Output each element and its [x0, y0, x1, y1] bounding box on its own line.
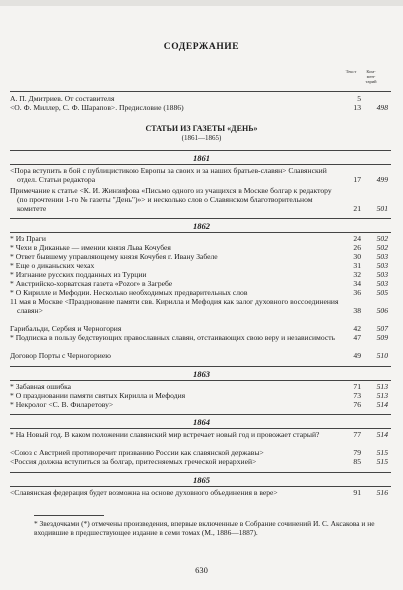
toc-entry-title: <Союз с Австрией противоречит призванию России как славянской державы>: [10, 448, 264, 457]
toc-entry-commentary-page: 505: [376, 288, 388, 297]
toc-entry: [10, 457, 391, 466]
toc-entry-page: 21: [353, 204, 361, 214]
toc-entry: [10, 351, 391, 360]
column-header-text: Текст: [345, 69, 357, 74]
divider: [10, 380, 391, 381]
toc-entry-page: 24: [353, 234, 361, 243]
divider: [10, 232, 391, 233]
column-header-commentary-line: мен-: [366, 74, 376, 79]
toc-entry-title: <Пора вступить в бой с публицистикою Европы за своих и за наших братьев-славян> Славянский отдел. Статьи редактора: [10, 166, 327, 185]
toc-entry-commentary-page: 513: [376, 382, 388, 391]
toc-entry-page: 76: [353, 400, 361, 409]
toc-entry-title: * Забавная ошибка: [10, 382, 72, 391]
toc-entry-title: * О Кирилле и Мефодии. Несколько необходимых предварительных слов: [10, 288, 248, 297]
toc-entry-title: А. П. Дмитриев. От составителя: [10, 94, 115, 103]
toc-entry-page: 31: [353, 261, 361, 270]
toc-entry: [10, 400, 391, 409]
toc-entry-page: 34: [353, 279, 361, 288]
divider: [10, 150, 391, 151]
toc-entry: [10, 279, 391, 288]
year-heading-1865: 1865: [193, 475, 210, 485]
toc-entry-commentary-page: 502: [376, 234, 388, 243]
column-header-commentary: [361, 69, 381, 84]
toc-entry-title: Примечание к статье <К. И. Жинзифова «Письмо одного из учащихся в Москве болгар к редактору (по прочтении 1-го № газеты "День")»> и несколько слов о Славянском благотворительном комитете: [10, 186, 332, 214]
toc-entry-title: * На Новый год. В каком положении славянский мир встречает новый год и провожает старый?: [10, 430, 320, 439]
divider: [10, 486, 391, 487]
toc-entry-commentary-page: 503: [376, 279, 388, 288]
toc-entry-page: 5: [357, 94, 361, 103]
toc-entry-commentary-page: 503: [376, 252, 388, 261]
toc-entry-commentary-page: 502: [376, 243, 388, 252]
toc-entry: [10, 297, 391, 315]
toc-entry-commentary-page: 509: [376, 333, 388, 342]
toc-entry-page: 13: [353, 103, 361, 112]
toc-entry-title: * Чехи в Диканьке — имении князя Льва Кочубея: [10, 243, 171, 252]
toc-entry-commentary-page: 506: [376, 306, 388, 316]
toc-entry-page: 47: [353, 333, 361, 342]
toc-entry-page: 73: [353, 391, 361, 400]
toc-entry: [10, 243, 391, 252]
toc-entry-title: * Из Праги: [10, 234, 46, 243]
footnote-separator: [34, 515, 104, 516]
toc-entry-commentary-page: 514: [376, 400, 388, 409]
toc-entry: [10, 448, 391, 457]
toc-entry: [10, 324, 391, 333]
toc-entry-page: 42: [353, 324, 361, 333]
toc-entry-page: 71: [353, 382, 361, 391]
column-header-commentary-line: тарий: [365, 79, 377, 84]
toc-entry-title: <Славянская федерация будет возможна на основе духовного объединения в вере>: [10, 488, 278, 497]
year-heading-1863: 1863: [193, 369, 210, 379]
column-header-commentary-line: Ком-: [366, 69, 376, 74]
footnote: * Звездочками (*) отмечены произведения, впервые включенные в Собрание сочинений И. С. Аксакова и не входившие в предшествующее издание в семи томах (М., 1886—1887).: [34, 519, 375, 538]
toc-entry-title: Гарибальди, Сербия и Черногория: [10, 324, 122, 333]
toc-entry-commentary-page: 510: [376, 351, 388, 360]
toc-entry: [10, 252, 391, 261]
toc-entry-page: 38: [353, 306, 361, 316]
toc-entry-title: <О. Ф. Миллер, С. Ф. Шарапов>. Предисловие (1886): [10, 103, 184, 112]
toc-entry-page: 36: [353, 288, 361, 297]
toc-entry-page: 79: [353, 448, 361, 457]
scan-top-edge: [0, 0, 403, 6]
toc-entry-title: * Изгнание русских подданных из Турции: [10, 270, 147, 279]
divider: [10, 218, 391, 219]
toc-entry-page: 26: [353, 243, 361, 252]
toc-entry: [10, 430, 391, 439]
toc-entry-page: 49: [353, 351, 361, 360]
toc-entry-commentary-page: 503: [376, 261, 388, 270]
toc-entry-commentary-page: 514: [376, 430, 388, 439]
toc-entry: [10, 94, 391, 103]
toc-entry-title: 11 мая в Москве <Празднование памяти свв. Кирилла и Мефодия как залог духовного воссоединения славян>: [10, 297, 339, 316]
year-heading-1861: 1861: [193, 153, 210, 163]
divider: [10, 164, 391, 165]
toc-entry-page: 32: [353, 270, 361, 279]
toc-entry-commentary-page: 501: [376, 204, 388, 214]
toc-entry: [10, 382, 391, 391]
toc-entry-commentary-page: 507: [376, 324, 388, 333]
toc-entry: [10, 166, 391, 184]
divider: [10, 366, 391, 367]
toc-entry-title: * Некролог <С. В. Филаретову>: [10, 400, 114, 409]
toc-entry-page: 17: [353, 175, 361, 185]
toc-entry-title: * Еще о диканьских чехах: [10, 261, 95, 270]
toc-entry-page: 30: [353, 252, 361, 261]
divider: [10, 414, 391, 415]
year-heading-1864: 1864: [193, 417, 210, 427]
section-title: СТАТЬИ ИЗ ГАЗЕТЫ «ДЕНЬ»: [145, 124, 258, 133]
toc-entry-commentary-page: 515: [376, 448, 388, 457]
toc-entry: [10, 103, 391, 112]
page-number: 630: [195, 565, 208, 575]
toc-entry-page: 91: [353, 488, 361, 497]
year-heading-1862: 1862: [193, 221, 210, 231]
toc-entry-commentary-page: 503: [376, 270, 388, 279]
toc-entry-commentary-page: 513: [376, 391, 388, 400]
toc-entry-commentary-page: 515: [376, 457, 388, 466]
toc-entry: [10, 270, 391, 279]
section-years: (1861—1865): [181, 134, 222, 142]
toc-entry: [10, 288, 391, 297]
page-title: СОДЕРЖАНИЕ: [163, 42, 240, 52]
toc-entry-page: 77: [353, 430, 361, 439]
section-heading: [0, 124, 403, 142]
divider: [10, 428, 391, 429]
toc-entry: [10, 488, 391, 497]
toc-entry-page: 85: [353, 457, 361, 466]
toc-entry-commentary-page: 499: [376, 175, 388, 185]
toc-entry-commentary-page: 498: [376, 103, 388, 112]
toc-entry-commentary-page: 516: [376, 488, 388, 497]
divider: [10, 472, 391, 473]
toc-entry: [10, 333, 391, 342]
toc-entry-title: Договор Порты с Черногориею: [10, 351, 111, 360]
toc-entry: [10, 391, 391, 400]
toc-entry-title: * Подписка в пользу бедствующих православных славян, отстаивающих свою веру и независимость: [10, 333, 336, 342]
toc-entry-title: <Россия должна вступиться за болгар, притесняемых греческой иерархией>: [10, 457, 257, 466]
divider: [10, 91, 391, 92]
toc-entry: [10, 234, 391, 243]
toc-entry: [10, 261, 391, 270]
toc-entry-title: * О праздновании памяти святых Кирилла и Мефодия: [10, 391, 186, 400]
toc-entry-title: * Австрийско-хорватская газета «Pozor» в Загребе: [10, 279, 173, 288]
toc-entry: [10, 186, 391, 214]
toc-entry-title: * Ответ бывшему управляющему князя Кочубея г. Ивану Забеле: [10, 252, 218, 261]
